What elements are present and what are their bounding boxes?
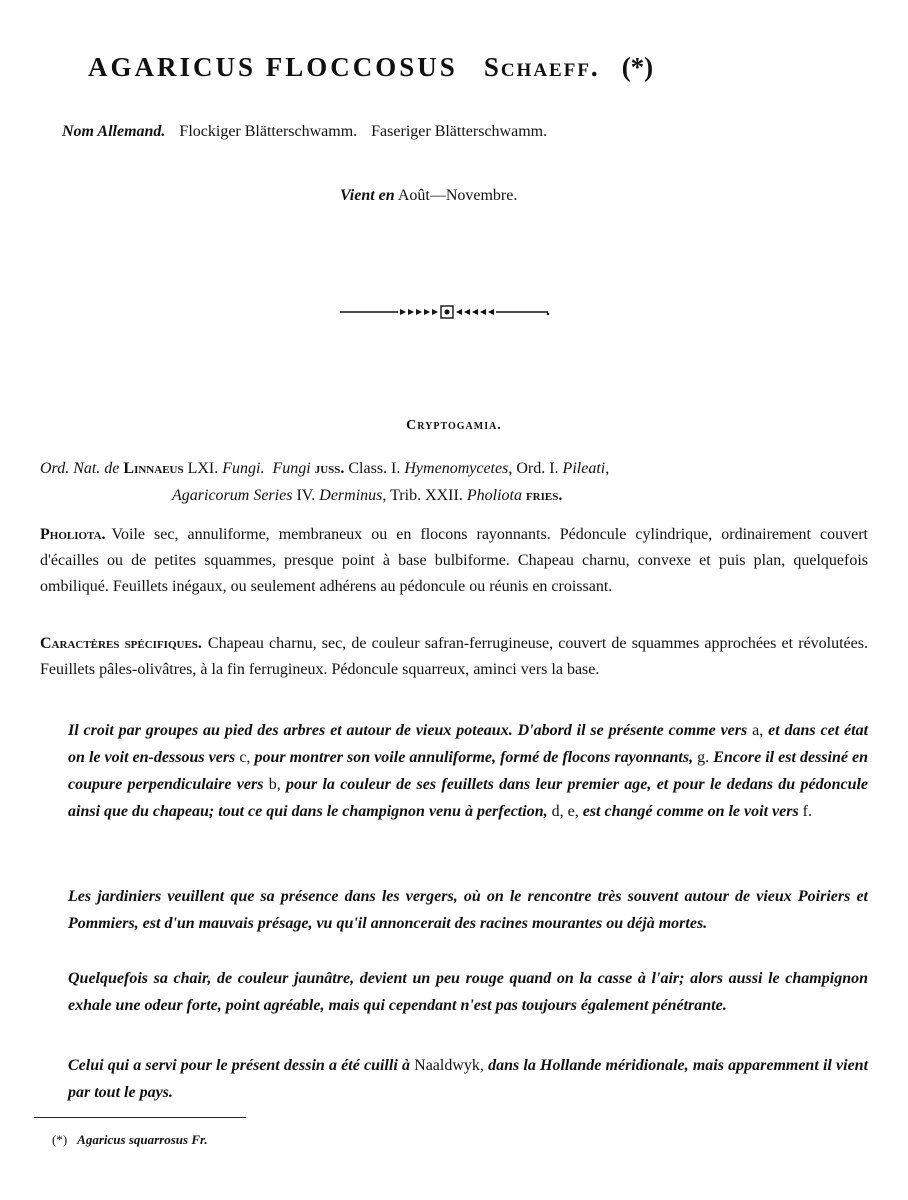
pholiota-genus: Pholiota [466,487,522,504]
common-names-label: Nom Allemand. [62,123,166,140]
ornament-divider-icon [340,297,552,327]
habitat-text-4: Encore il est dessiné en coupure perpendiculaire vers [68,749,869,793]
habitat-text-6: est changé comme on le voit vers [582,803,799,820]
origin-text-1: Celui qui a servi pour le présent dessin a été cuilli à [68,1057,410,1074]
common-name-1: Flockiger Blätterschwamm. [179,123,358,140]
footnote-rule [34,1117,246,1118]
derminus-label: Derminus [319,487,383,504]
common-names-line [62,123,547,141]
species-name: AGARICUS FLOCCOSUS [88,52,458,82]
lxi-number: LXI. [187,460,219,477]
figure-ref-a: a, [752,722,764,739]
place-name: Naaldwyk, [414,1057,484,1074]
footnote [52,1132,208,1148]
gardeners-paragraph: Les jardiniers veuillent que sa présence dans les vergers, où on le rencontre très souvent autour de vieux Poiriers et Pommiers, est d'un mauvais présage, vu qu'il annoncerait des racines mourantes ou déjà mortes. [68,888,868,932]
fungi-label-2: Fungi [272,460,311,477]
ord-label: Ord. Nat. de [40,460,120,477]
footnote-text: Agaricus squarrosus Fr. [77,1132,208,1147]
order-label: , Ord. I. [508,460,559,477]
page-title [88,52,653,83]
footnote-mark: (*) [52,1132,68,1147]
species-characters-lead: Caractères spécifiques. [40,635,202,652]
genus-description-lead: Pholiota. [40,526,106,543]
author-abbrev: Schaeff. [483,52,600,82]
figure-ref-de: d, e, [551,803,579,820]
class-label: Class. I. [348,460,401,477]
flesh-paragraph: Quelquefois sa chair, de couleur jaunâtre, devient un peu rouge quand on la casse à l'air; alors aussi le champignon exhale une odeur forte, point agréable, mais qui cependant n'est pas toujours également pénétrante. [68,970,868,1014]
tribe-label: , Trib. XXII. [382,487,463,504]
pileati-label: Pileati, [562,460,610,477]
habitat-text-3: pour montrer son voile annuliforme, formé de flocons rayonnants, [254,749,694,766]
figure-ref-b: b, [268,776,281,793]
season-line [340,187,517,205]
hymenomycetes-label: Hymenomycetes [404,460,509,477]
figure-ref-f: f. [802,803,812,820]
habitat-paragraph [68,717,868,825]
genus-description-text: Voile sec, annuliforme, membraneux ou en flocons rayonnants. Pédoncule cylindrique, ordinairement couvert d'écailles ou de petites squammes, presque point à base bulbiforme. Chapeau charnu, convexe et puis plan, quelquefois ombiliqué. Feuillets inégaux, ou seulement adhérens au pédoncule ou réunis en croissant. [40,526,868,595]
series-number: IV. [296,487,316,504]
origin-paragraph [68,1052,868,1106]
juss-abbrev: juss. [314,460,345,477]
season-months: Août—Novembre. [397,187,518,204]
figure-ref-g: g. [697,749,710,766]
genus-description [40,522,868,600]
species-characters-text: Chapeau charnu, sec, de couleur safran-ferrugineuse, couvert de squammes approchées et révolutées. Feuillets pâles-olivâtres, à la fin ferrugineux. Pédoncule squarreux, aminci vers la base. [40,635,868,678]
fungi-label-1: Fungi. [222,460,265,477]
linnaeus-name: Linnaeus [123,460,184,477]
footnote-marker: (*) [621,52,654,82]
section-heading: Cryptogamia. [406,418,502,433]
figure-ref-c: c, [239,749,251,766]
classification-line-1 [40,460,609,478]
origin-text-2: dans la Hollande méridionale, mais apparemment il vient par tout le pays. [68,1057,869,1101]
habitat-text-5: pour la couleur de ses feuillets dans leur premier age, et pour le dedans du pédoncule ainsi que du chapeau; tout ce qui dans le champignon venu à perfection, [68,776,869,820]
habitat-text-1: Il croit par groupes au pied des arbres et autour de vieux poteaux. D'abord il se présente comme vers [68,722,748,739]
species-characters [40,631,868,683]
fries-abbrev: fries. [525,487,563,504]
common-name-2: Faseriger Blätterschwamm. [371,123,548,140]
habitat-text-2: et dans cet état on le voit en-dessous vers [68,722,869,766]
classification-line-2 [172,487,562,505]
season-label: Vient en [340,187,395,204]
agaricorum-series-label: Agaricorum Series [172,487,293,504]
